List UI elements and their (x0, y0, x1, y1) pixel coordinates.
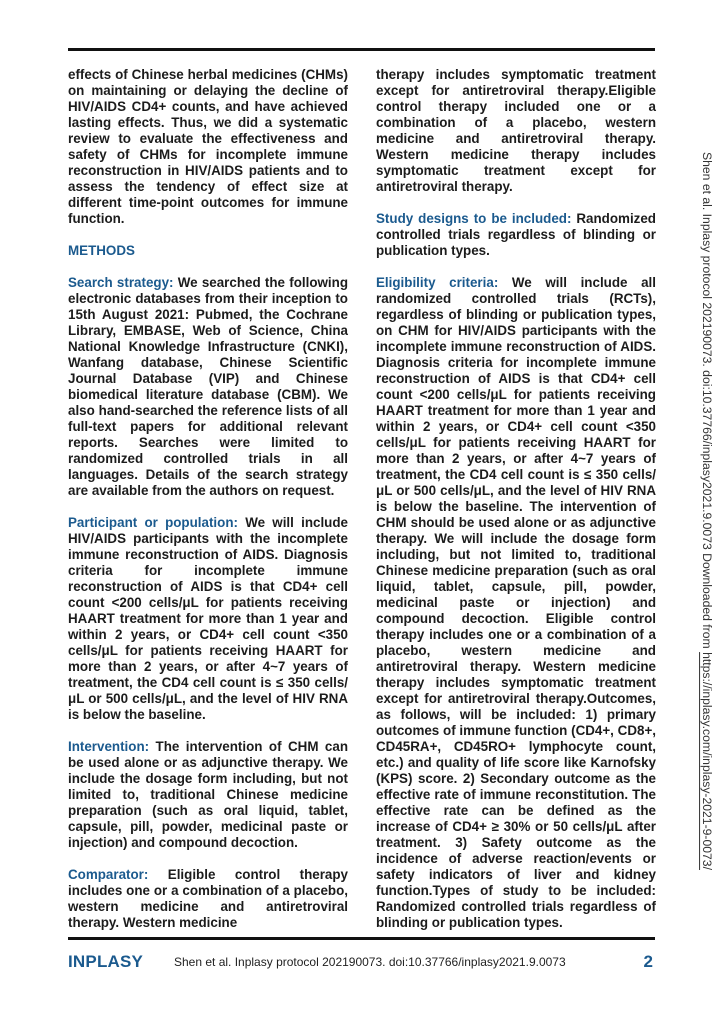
left-column (68, 67, 348, 931)
side-download-note (700, 152, 714, 932)
study-designs-text: Randomized controlled trials regardless of blinding or publication types. (376, 211, 656, 258)
search-strategy-text: We searched the following electronic databases from their inception to 15th August 2021: Pubmed, the Cochrane Library, EMBASE, Web of Science, China National Knowledge Infrastructure (CNKI), Wanfang database, Chinese Scientific Journal Database (VIP) and Chinese biomedical literature database (CBM). We also hand-searched the reference lists of all full-text papers for additional relevant reports. Searches were limited to randomized controlled trials in all languages. Details of the search strategy are available from the authors on request. (68, 275, 348, 498)
intro-paragraph: effects of Chinese herbal medicines (CHMs) on maintaining or delaying the decline of HIV/AIDS CD4+ counts, and have achieved lasting effects. Thus, we did a systematic review to evaluate the effectiveness and safety of CHMs for incomplete immune reconstruction in HIV/AIDS patients and to assess the tendency of effect size at different time-point outcomes for immune function. (68, 67, 348, 226)
right-column (376, 67, 656, 931)
intervention-paragraph (68, 739, 348, 851)
participant-paragraph (68, 515, 348, 723)
comparator-label: Comparator: (68, 867, 149, 882)
bottom-rule (68, 937, 655, 940)
section-heading-methods: METHODS (68, 243, 135, 258)
intervention-text: The intervention of CHM can be used alone or as adjunctive therapy. We include the dosage form including, but not limited to, traditional Chinese medicine preparation (such as oral liquid, tablet, capsule, pill, powder, medicinal paste or injection) and compound decoction. (68, 739, 348, 850)
eligibility-paragraph (376, 275, 656, 931)
comparator-continued-paragraph: therapy includes symptomatic treatment except for antiretroviral therapy.Eligible control therapy included one or a combination of a placebo, western medicine and antiretroviral therapy. Western medicine therapy includes symptomatic treatment except for antiretroviral therapy. (376, 67, 656, 194)
page-footer (68, 952, 655, 976)
download-link[interactable]: https://inplasy.com/inplasy-2021-9-0073/ (700, 652, 714, 870)
intervention-label: Intervention: (68, 739, 150, 754)
eligibility-text: We will include all randomized controlled trials (RCTs), regardless of blinding or publication types, on CHM for HIV/AIDS participants with the incomplete immune reconstruction of AIDS. Diagnosis criteria for incomplete immune reconstruction of AIDS is that CD4+ cell count <200 cells/μL for patients receiving HAART treatment for more than 1 year and within 2 years, or CD4+ cell count <350 cells/μL for patients receiving HAART for more than 2 years, or after 4~7 years of treatment, the CD4 cell count is ≤ 350 cells/μL or 500 cells/μL, and the level of HIV RNA is below the baseline. The intervention of CHM should be used alone or as adjunctive therapy. We will include the dosage form including, but not limited to, traditional Chinese medicine preparation (such as oral liquid, tablet, capsule, pill, powder, medicinal paste or injection) and compound decoction. Eligible control therapy includes one or a combination of a placebo, western medicine and antiretroviral therapy. Western medicine therapy includes symptomatic treatment except for antiretroviral therapy.Outcomes, as follows, will be included: 1) primary outcomes of immune function (CD4+, CD8+, CD45RA+, CD45RO+ lymphocyte count, etc.) and quality of life score like Karnofsky (KPS) score. 2) Secondary outcome as the effective rate of immune reconstitution. The effective rate can be defined as the increase of CD4+ ≥ 30% or 50 cells/μL after treatment. 3) Safety outcome as the incidence of adverse reaction/events or safety indicators of liver and kidney function.Types of study to be included: Randomized controlled trials regardless of blinding or publication types. (376, 275, 656, 930)
top-rule (68, 48, 655, 51)
side-note-text: Shen et al. Inplasy protocol 202190073. doi:10.37766/inplasy2021.9.0073 Downloaded from (700, 152, 714, 653)
search-strategy-label: Search strategy: (68, 275, 174, 290)
comparator-paragraph (68, 867, 348, 931)
search-strategy-paragraph (68, 275, 348, 499)
participant-text: We will include HIV/AIDS participants with the incomplete immune reconstruction of AIDS. Diagnosis criteria for incomplete immune reconstruction of AIDS is that CD4+ cell count <200 cells/μL for patients receiving HAART treatment for more than 1 year and within 2 years, or CD4+ cell count <350 cells/μL for patients receiving HAART for more than 2 years, or after 4~7 years of treatment, the CD4 cell count is ≤ 350 cells/μL or 500 cells/μL, and the level of HIV RNA is below the baseline. (68, 515, 348, 722)
footer-citation: Shen et al. Inplasy protocol 202190073. doi:10.37766/inplasy2021.9.0073 (174, 955, 566, 969)
brand-logo: INPLASY (68, 952, 144, 971)
study-designs-paragraph (376, 211, 656, 259)
participant-label: Participant or population: (68, 515, 238, 530)
page-number: 2 (643, 952, 653, 971)
eligibility-label: Eligibility criteria: (376, 275, 499, 290)
study-designs-label: Study designs to be included: (376, 211, 572, 226)
comparator-text: Eligible control therapy includes one or a combination of a placebo, western medicine and antiretroviral therapy. Western medicine (68, 867, 348, 930)
